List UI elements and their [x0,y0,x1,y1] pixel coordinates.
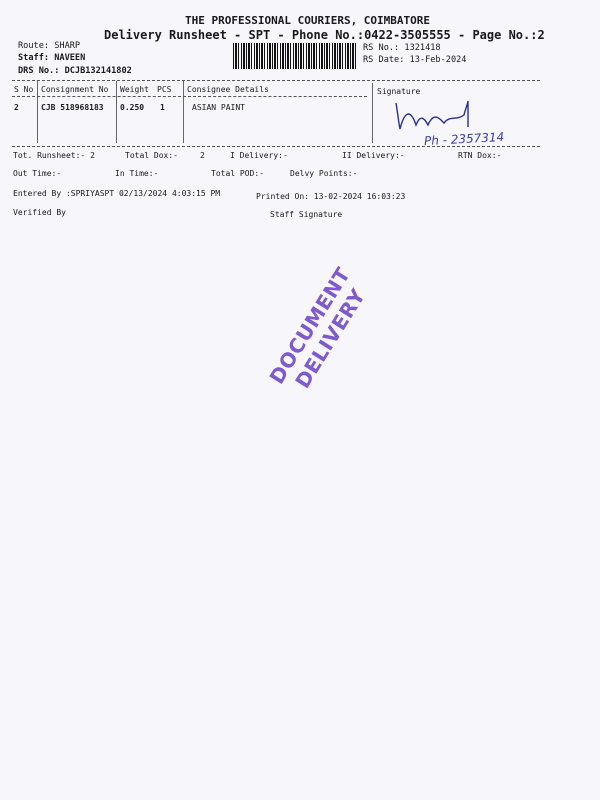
table-top-rule [12,80,540,81]
row-consignee: ASIAN PAINT [192,103,245,112]
staff-signature: Staff Signature [270,210,343,219]
i-delivery: I Delivery:- [230,151,288,160]
row-weight: 0.250 [120,103,145,112]
verified-by: Verified By [13,208,66,217]
runsheet-subtitle: Delivery Runsheet - SPT - Phone No.:0422-3505555 - Page No.:2 [104,28,545,42]
printed-on: Printed On: 13-02-2024 16:03:23 [256,192,406,201]
column-divider [37,81,38,143]
company-title: THE PROFESSIONAL COURIERS, COIMBATORE [185,14,431,27]
staff-label: Staff: NAVEEN [18,53,86,63]
header-pcs: PCS [157,85,172,94]
in-time: In Time:- [115,169,159,178]
header-consignment: Consignment No [41,85,109,94]
rs-number: RS No.: 1321418 [363,43,441,53]
column-divider [183,81,184,143]
row-pcs: 1 [160,103,165,112]
total-dox-value: 2 [200,151,205,160]
row-sno: 2 [14,103,19,112]
column-divider [372,83,373,143]
drs-number: DRS No.: DCJB132141802 [18,66,132,76]
row-consignment: CJB 518968183 [41,103,104,112]
column-divider [116,81,117,143]
header-rule [12,96,367,97]
header-weight: Weight [120,85,149,94]
ii-delivery: II Delivery:- [342,151,405,160]
tot-runsheet: Tot. Runsheet:- 2 [13,151,95,160]
out-time: Out Time:- [13,169,62,178]
route-label: Route: SHARP [18,41,81,51]
delvy-points: Delvy Points:- [290,169,358,178]
rs-date: RS Date: 13-Feb-2024 [363,55,467,65]
table-bottom-rule [12,146,540,147]
header-signature: Signature [377,87,421,96]
rtn-dox: RTN Dox:- [458,151,502,160]
header-sno: S No [14,85,34,94]
entered-by: Entered By :SPRIYASPT 02/13/2024 4:03:15 PM [13,189,221,198]
document-delivery-stamp: DOCUMENT DELIVERY [264,263,371,393]
barcode [233,43,358,69]
total-pod: Total POD:- [211,169,264,178]
total-dox-label: Total Dox:- [125,151,178,160]
header-consignee: Consignee Details [187,85,269,94]
handwritten-phone: Ph - 2357314 [423,129,505,149]
